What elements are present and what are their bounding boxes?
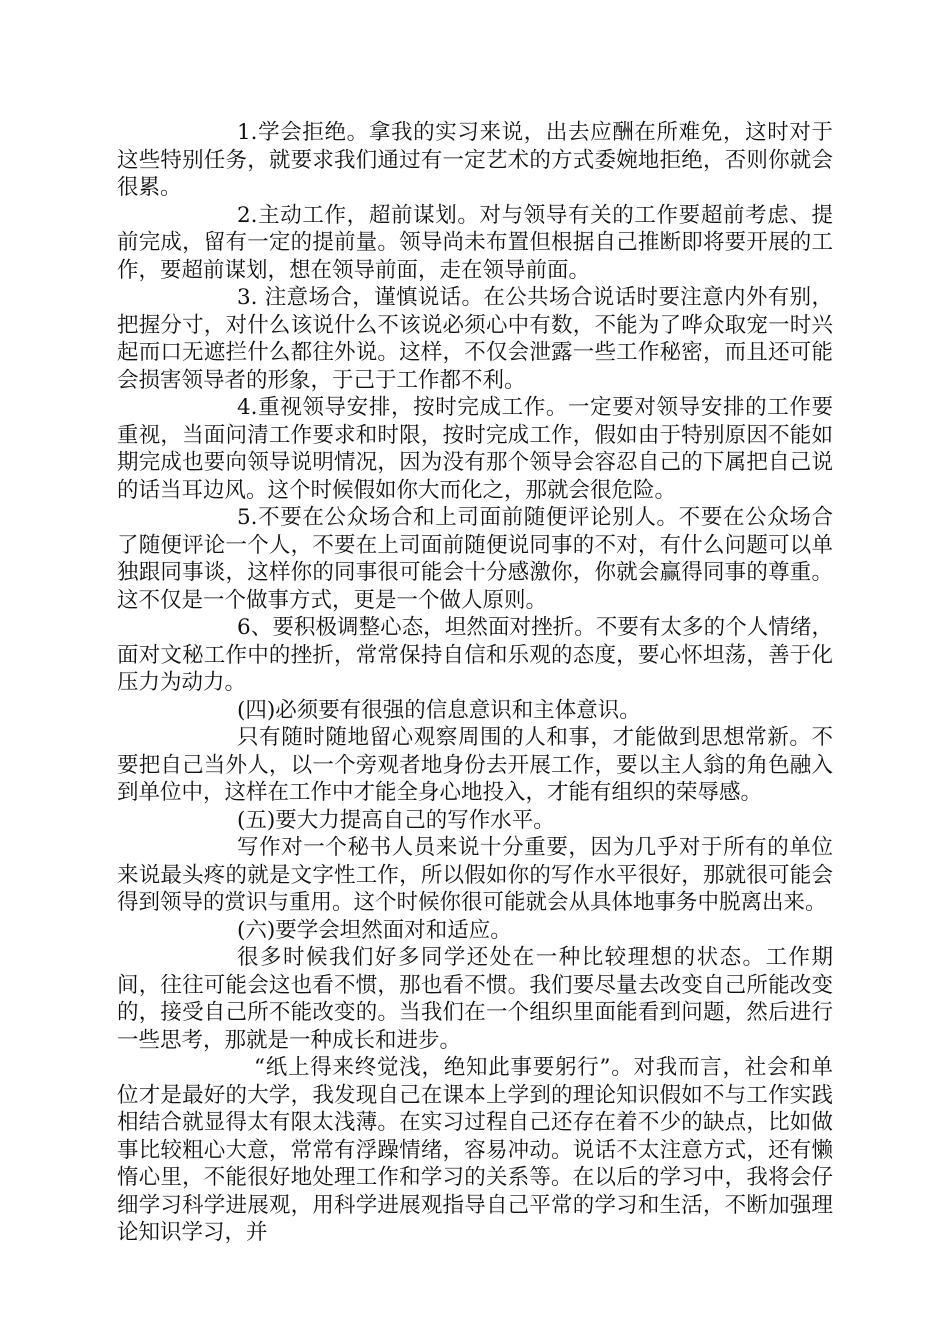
paragraph-body-5: 写作对一个秘书人员来说十分重要，因为几乎对于所有的单位来说最头疼的就是文字性工作，所以假如你的写作水平很好，那就很可能会得到领导的赏识与重用。这个时候你很可能就会从具体地事务中脱离出来。	[117, 835, 833, 915]
paragraph-body-6: 很多时候我们好多同学还处在一种比较理想的状态。工作期间，往往可能会这也看不惯，那也看不惯。我们要尽量去改变自己所能改变的，接受自己所不能改变的。当我们在一个组织里面能看到问题，然后进行一些思考，那就是一种成长和进步。	[117, 945, 833, 1053]
section-heading-6: (六)要学会坦然面对和适应。	[237, 917, 512, 943]
paragraph-point-6: 6、要积极调整心态，坦然面对挫折。不要有太多的个人情绪，面对文秘工作中的挫折，常常保持自信和乐观的态度，要心怀坦荡，善于化压力为动力。	[117, 615, 833, 695]
paragraph-point-5: 5.不要在公众场合和上司面前随便评论别人。不要在公众场合了随便评论一个人，不要在上司面前随便说同事的不对，有什么问题可以单独跟同事谈，这样你的同事很可能会十分感激你，你就会赢得同事的尊重。这不仅是一个做事方式，更是一个做人原则。	[117, 505, 833, 613]
paragraph-conclusion: “纸上得来终觉浅，绝知此事要躬行”。对我而言，社会和单位才是最好的大学，我发现自己在课本上学到的理论知识假如不与工作实践相结合就显得太有限太浅薄。在实习过程自己还存在着不少的缺点，比如做事比较粗心大意，常常有浮躁情绪，容易冲动。说话不太注意方式，还有懒惰心里，不能很好地处理工作和学习的关系等。在以后的学习中，我将会仔细学习科学进展观，用科学进展观指导自己平常的学习和生活，不断加强理论知识学习，并	[117, 1055, 833, 1245]
paragraph-point-2: 2.主动工作，超前谋划。对与领导有关的工作要超前考虑、提前完成，留有一定的提前量。领导尚未布置但根据自己推断即将要开展的工作，要超前谋划，想在领导前面，走在领导前面。	[117, 202, 833, 283]
paragraph-point-3: 3. 注意场合，谨慎说话。在公共场合说话时要注意内外有别，把握分寸，对什么该说什么不该说必须心中有数，不能为了哗众取宠一时兴起而口无遮拦什么都往外说。这样，不仅会泄露一些工作秘密，而且还可能会损害领导者的形象，于己于工作都不利。	[117, 285, 833, 393]
section-heading-4: (四)必须要有很强的信息意识和主体意识。	[237, 697, 641, 723]
paragraph-point-4: 4.重视领导安排，按时完成工作。一定要对领导安排的工作要重视，当面问清工作要求和时限，按时完成工作，假如由于特别原因不能如期完成也要向领导说明情况，因为没有那个领导会容忍自己的下属把自己说的话当耳边风。这个时候假如你大而化之，那就会很危险。	[117, 395, 833, 503]
paragraph-point-1: 1.学会拒绝。拿我的实习来说，出去应酬在所难免，这时对于这些特别任务，就要求我们通过有一定艺术的方式委婉地拒绝，否则你就会很累。	[117, 120, 833, 200]
paragraph-body-4: 只有随时随地留心观察周围的人和事，才能做到思想常新。不要把自己当外人，以一个旁观者地身份去开展工作，要以主人翁的角色融入到单位中，这样在工作中才能全身心地投入，才能有组织的荣辱感。	[117, 725, 833, 805]
document-page	[117, 119, 833, 1247]
section-heading-5: (五)要大力提高自己的写作水平。	[237, 807, 555, 833]
